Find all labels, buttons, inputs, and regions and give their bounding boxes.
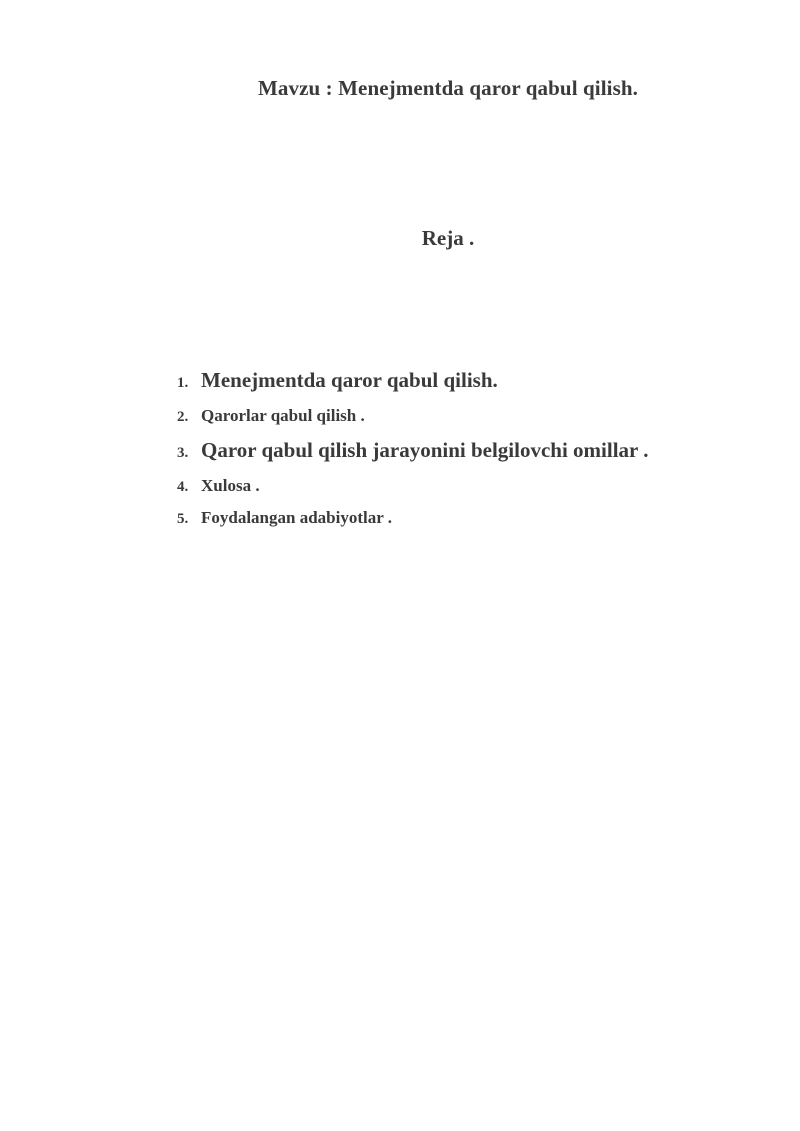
plan-item-number: 5. [177,511,189,527]
plan-item [177,476,260,496]
document-title: Mavzu : Menejmentda qaror qabul qilish. [258,76,638,100]
plan-item-number: 3. [177,445,189,461]
plan-item [177,438,649,463]
plan-item-text: Foydalangan adabiyotlar . [201,508,392,527]
plan-heading: Reja . [421,226,475,250]
plan-item [177,508,392,528]
plan-item-number: 1. [177,375,189,391]
plan-item [177,406,365,426]
plan-item-number: 2. [177,409,189,425]
plan-item-text: Qarorlar qabul qilish . [201,406,365,425]
plan-item-text: Qaror qabul qilish jarayonini belgilovchi omillar . [201,438,649,462]
plan-item-number: 4. [177,479,189,495]
plan-item-text: Xulosa . [201,476,260,495]
plan-item [177,368,498,393]
plan-item-text: Menejmentda qaror qabul qilish. [201,368,498,392]
